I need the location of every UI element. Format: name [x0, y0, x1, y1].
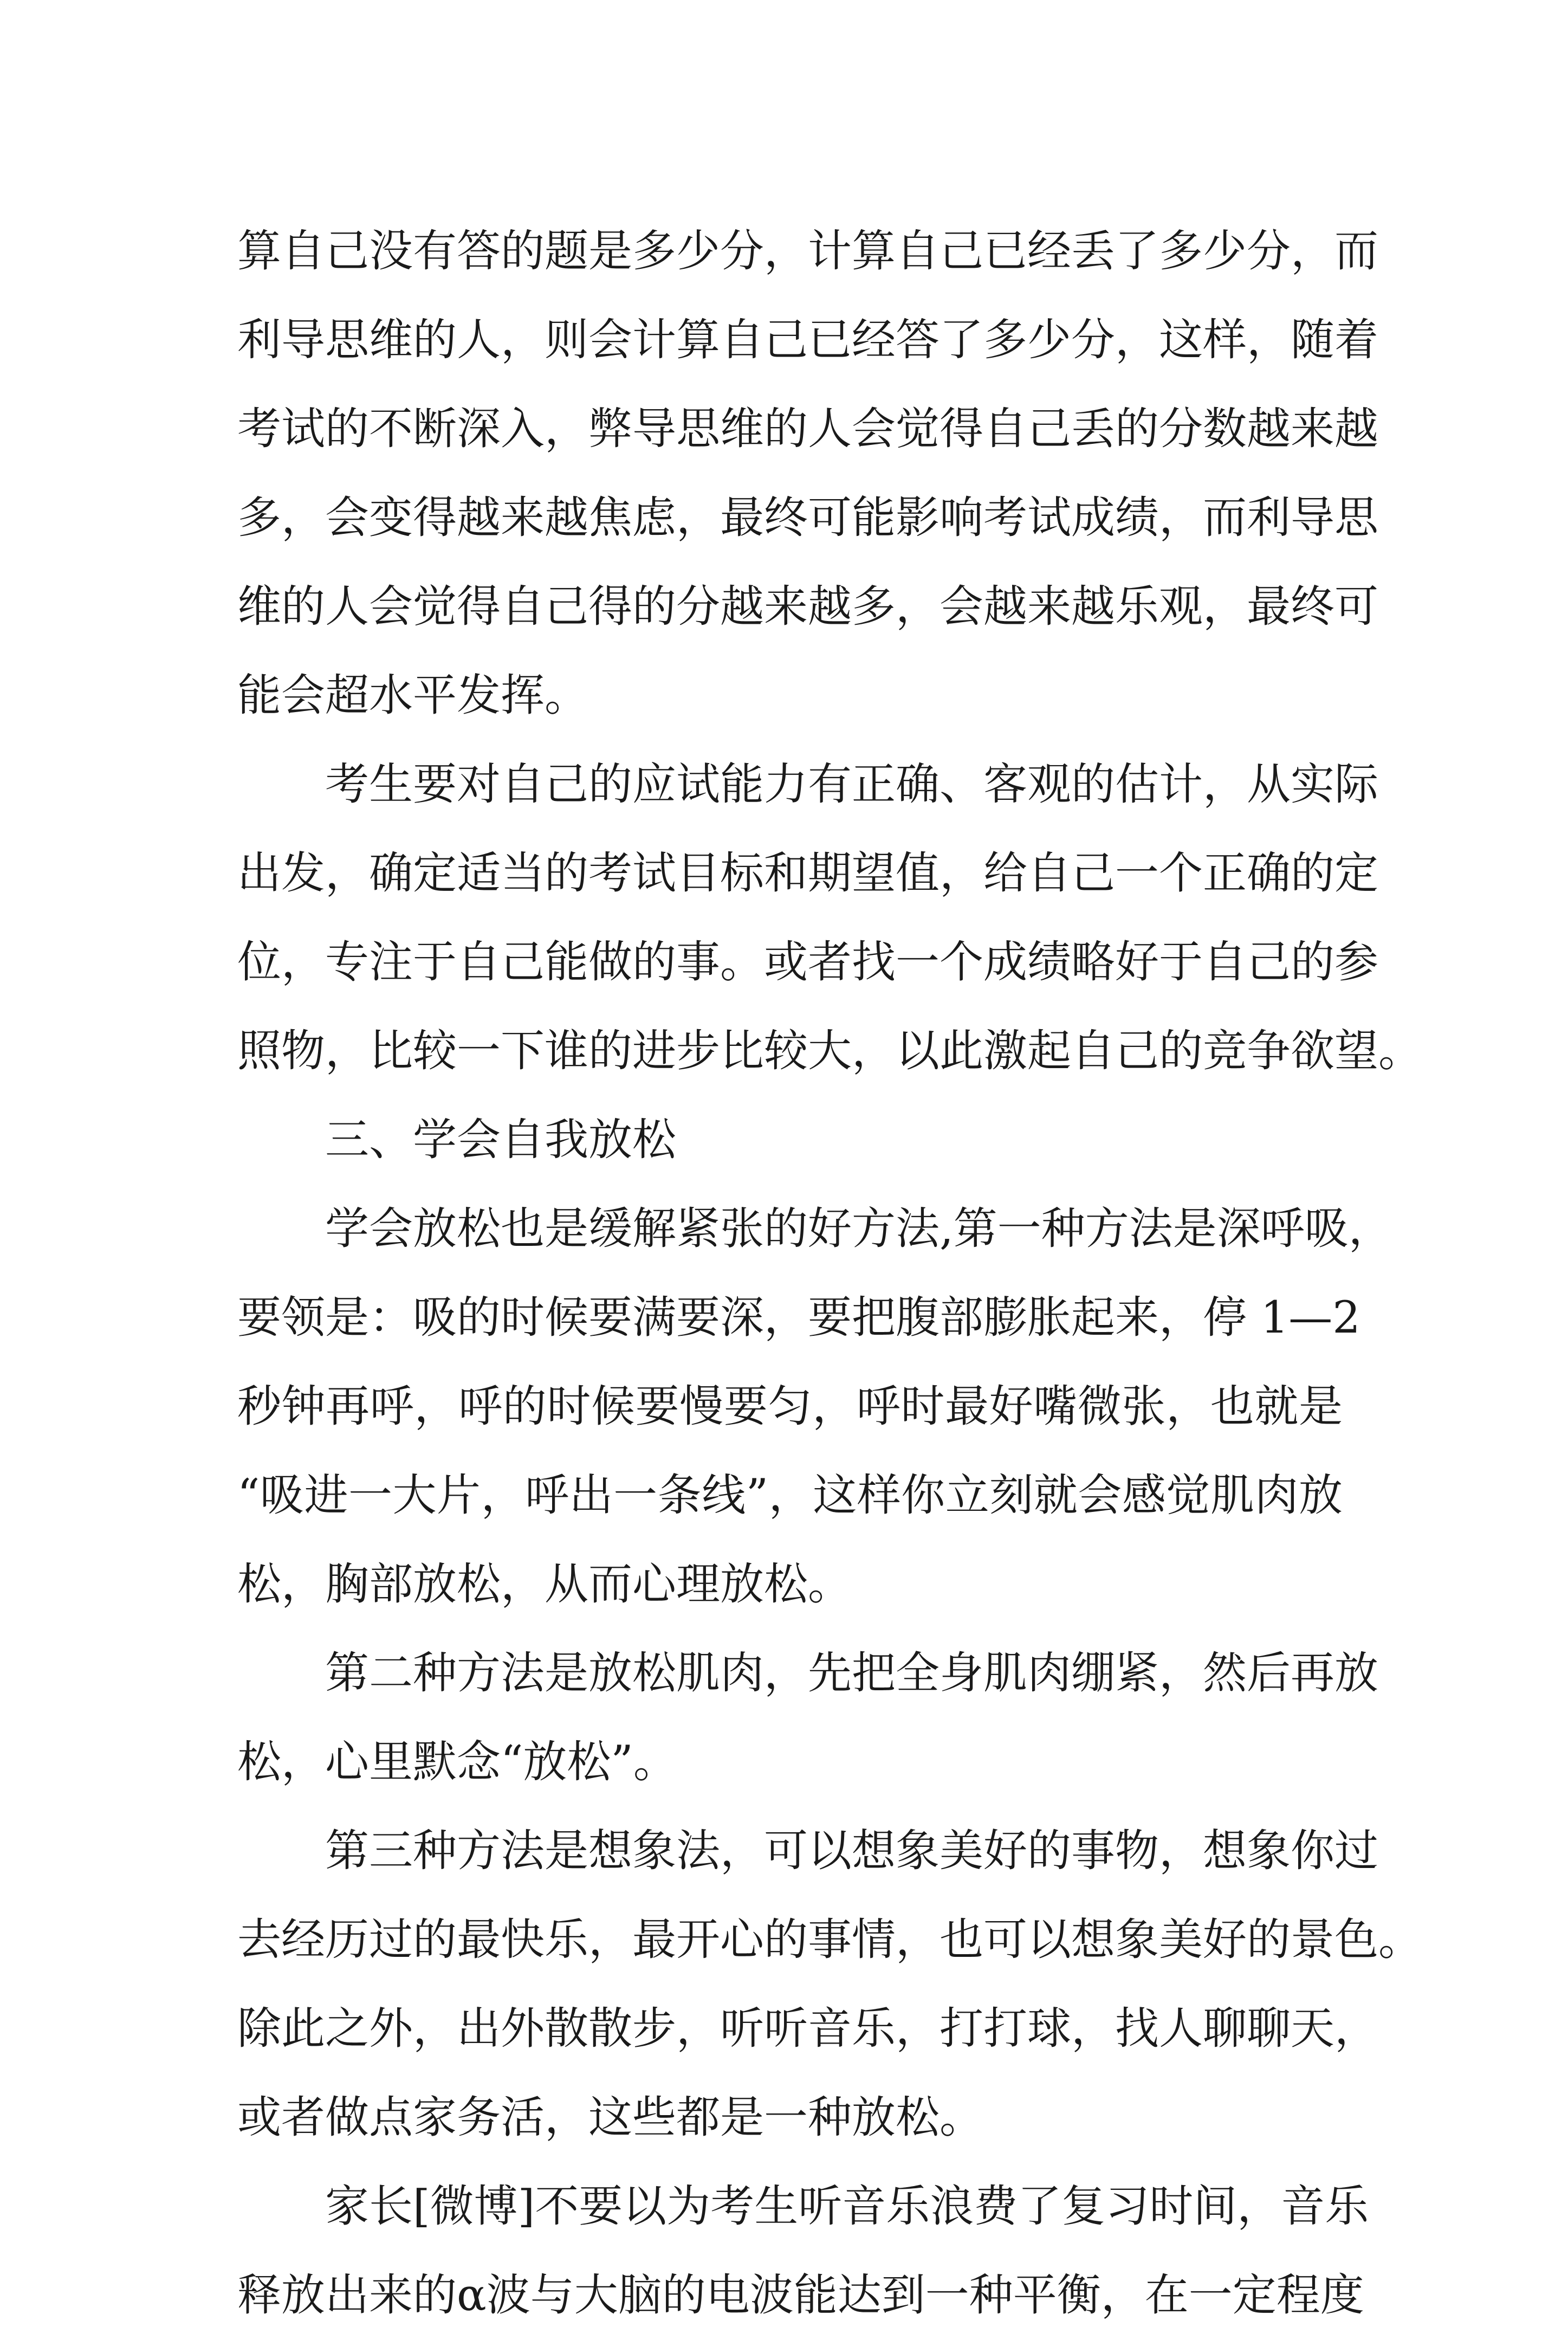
text-line: 要领是：吸的时候要满要深，要把腹部膨胀起来，停 1—2	[237, 1292, 1360, 1343]
document-body	[237, 207, 1423, 2340]
text-line: 出发，确定适当的考试目标和期望值，给自己一个正确的定	[237, 848, 1379, 899]
text-line: 或者做点家务活，这些都是一种放松。	[237, 2092, 984, 2143]
text-line: 算自己没有答的题是多少分，计算自己已经丢了多少分，而	[237, 226, 1379, 277]
text-line: 松，胸部放松，从而心理放松。	[237, 1559, 852, 1610]
text-line: 家长[微博]不要以为考生听音乐浪费了复习时间，音乐	[325, 2181, 1369, 2232]
text-line: 除此之外，出外散散步，听听音乐，打打球，找人聊聊天，	[237, 2003, 1379, 2054]
text-line: 多，会变得越来越焦虑，最终可能影响考试成绩，而利导思	[237, 493, 1379, 544]
text-line: 第二种方法是放松肌肉，先把全身肌肉绷紧，然后再放	[325, 1648, 1379, 1699]
text-line: 位，专注于自己能做的事。或者找一个成绩略好于自己的参	[237, 937, 1379, 988]
text-line: 松，心里默念“放松”。	[237, 1737, 677, 1788]
text-line: 照物，比较一下谁的进步比较大，以此激起自己的竞争欲望。	[237, 1026, 1423, 1077]
text-line: 维的人会觉得自己得的分越来越多，会越来越乐观，最终可	[237, 581, 1379, 632]
text-line: 释放出来的α波与大脑的电波能达到一种平衡，在一定程度	[237, 2270, 1364, 2321]
text-line: 利导思维的人，则会计算自己已经答了多少分，这样，随着	[237, 315, 1379, 366]
text-line: 考生要对自己的应试能力有正确、客观的估计，从实际	[325, 759, 1379, 810]
text-line: 秒钟再呼，呼的时候要慢要匀，呼时最好嘴微张，也就是	[237, 1381, 1343, 1432]
text-line: 三、学会自我放松	[325, 1115, 677, 1166]
text-line: 考试的不断深入，弊导思维的人会觉得自己丢的分数越来越	[237, 404, 1379, 455]
text-line: 学会放松也是缓解紧张的好方法,第一种方法是深呼吸，	[325, 1204, 1392, 1255]
text-line: 能会超水平发挥。	[237, 670, 589, 721]
text-line: “吸进一大片，呼出一条线”，这样你立刻就会感觉肌肉放	[237, 1470, 1343, 1521]
text-line: 去经历过的最快乐，最开心的事情，也可以想象美好的景色。	[237, 1915, 1423, 1966]
text-line: 第三种方法是想象法，可以想象美好的事物，想象你过	[325, 1826, 1379, 1877]
